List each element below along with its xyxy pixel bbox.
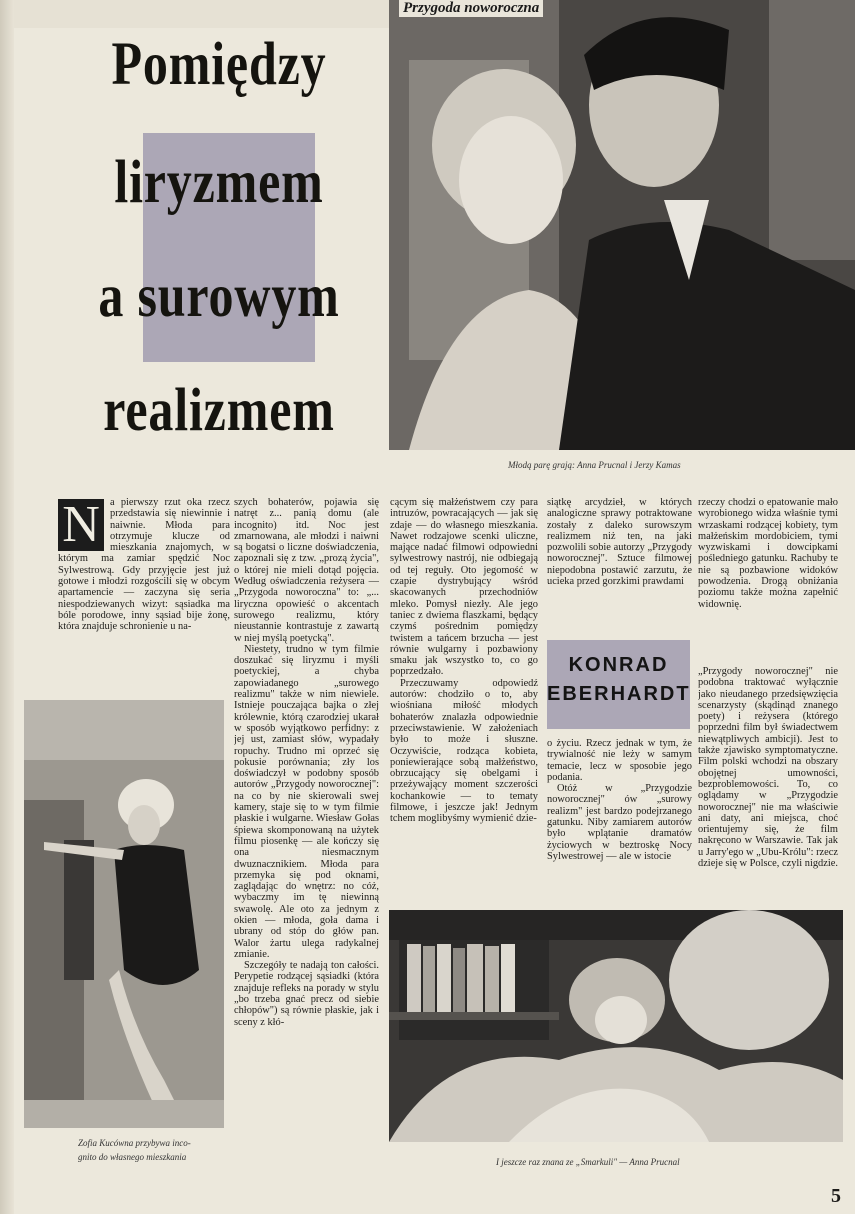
top-photo-caption: Młodą parę grają: Anna Prucnal i Jerzy Kamas: [508, 460, 681, 470]
title-line-2: liryzmem: [114, 149, 324, 216]
column-5-bottom: [698, 666, 838, 898]
page-number: 5: [831, 1185, 841, 1207]
top-band: [14, 0, 389, 28]
kicker: Przygoda noworoczna: [399, 0, 543, 17]
column-4-top: [547, 497, 692, 637]
author-last-name: EBERHARDT: [547, 683, 691, 705]
column-2-paragraph: Niestety, trudno w tym filmie doszukać się liryzmu i myśli poetyckiej, a chyba zapowiadanego „surowego realizmu" także w nim niewiele. Istnieje pouczająca bajka o złej królewnie, którą czarodziej ukarał w sposób wyjątkowo perfidny: z jej ust, zamiast słów, wypadały ropuchy. Trudno mi oprzeć się pokusie porównania; zły los doświadczył w podobny sposób autorów „Przygody noworocznej": na co by nie skierowali swej kamery, staje się to w tym filmie płaskie i wulgarne. Wiesław Gołas śpiewa skomponowaną na użytek filmu piosenkę — ale kończy się ona niesmacznym dwuznacznikiem. Młoda para przemyka się pod oknami, zaglądając do wnętrz: no cóż, wybaczmy im tę niewinną swawolę. Ale oto za jednym z okien — młoda, goła dama i ubrany od stóp do głów pan. Walor żartu ulega radykalnej zmianie.: [234, 643, 379, 960]
column-4-bottom-paragraph: Otóż w „Przygodzie noworocznej" ów „surowy realizm" jest bardzo podejrzanego gatunku. Niby zamiarem autorów było wplątanie dramatów życiowych w beztroskę Nocy Sylwestrowej — ale w istocie: [547, 783, 692, 862]
bottom-photo: [389, 910, 843, 1142]
column-3-paragraph: cącym się małżeństwem czy para intruzów, powracających — jak się zdaje — do własnego mieszkania. Nawet rodzajowe scenki uliczne, mające nadać filmowi odpowiedni sylwestrowy nastrój, nie odbiegają od tej reguły. Oto jegomość w czapie dystrybujący wśród skacowanych przechodniów mleko. Pomysł niezły. Ale jego taniec z dwiema flaszkami, będący czymś pośrednim pomiędzy twistem a tańcem brzucha — jest równie wulgarny i pozbawiony smaku jak wszystko to, co go poprzedzało.: [390, 497, 538, 678]
drop-cap: N: [58, 499, 104, 551]
bottom-photo-caption: I jeszcze raz znana ze „Smarkuli" — Anna Prucnal: [496, 1157, 680, 1167]
couple-photo-illustration: [389, 0, 855, 450]
column-5-bottom-paragraph: „Przygody noworocznej" nie podobna traktować wyłącznie jako nieudanego przedsięwzięcia scenarzysty (skądinąd znanego poety) i reżysera (którego poprzedni film był świadectwem niewątpliwych ambicji). Jest to także zjawisko symptomatyczne. Film polski wchodzi na obszary obojętnej umowności, bezproblemowości. To, co oglądamy w „Przygodzie noworocznej" nie ma właściwie ani daty, ani miejsca, choć orientujemy się, że film nakręcono w Warszawie. Tak jak u Jarry'ego w „Ubu-Królu": rzecz dzieje się w Polsce, czyli nigdzie.: [698, 666, 838, 870]
column-2: [234, 497, 379, 1162]
column-4-top-text: siątkę arcydzieł, w których analogiczne sprawy potraktowane zostały z daleko surowszym realizmem niż ten, na jaki pozwolili sobie autorzy „Przygody noworocznej". Sztuce filmowej niepodobna postawić zarzutu, że ucieka przed gorzkimi prawdami: [547, 497, 692, 588]
column-2-paragraph: szych bohaterów, pojawia się natręt z... panią domu (ale incognito) itd. Noc jest zmarnowana, ale młodzi i naiwni są bogatsi o liczne doświadczenia, zapoznali się z tzw. „prozą życia", o której nie mieli dotąd pojęcia. Według oświadczenia reżysera — „Przygoda noworoczna" to: „... liryczna opowieść o akcentach surowego realizmu, który nieustannie kontrastuje z zawartą w niej myślą poetycką".: [234, 497, 379, 644]
title-line-3: a surowym: [98, 263, 340, 330]
column-5-top-text: rzeczy chodzi o epatowanie mało wyrobionego widza właśnie tymi wrzaskami rodzącej kobiety, tym małżeńskim mordobiciem, tymi wyzwiskami i dowcipkami pośledniego gatunku. Rachuby te nie są pozbawione widoków powodzenia. Drogą obniżania poziomu także można zapełnić widownię.: [698, 497, 838, 610]
left-photo-caption-line-1: Zofia Kucówna przybywa inco-: [78, 1138, 191, 1148]
column-4-bottom: [547, 738, 692, 898]
title-line-4: realizmem: [103, 377, 335, 444]
left-photo: [24, 700, 224, 1128]
bookshelf-photo-illustration: [389, 910, 843, 1142]
column-4-bottom-paragraph: o życiu. Rzecz jednak w tym, że trywialność nie leży w samym temacie, lecz w sposobie jego podania.: [547, 738, 692, 783]
title-line-1: Pomiędzy: [111, 31, 327, 98]
woman-photo-illustration: [24, 700, 224, 1128]
top-photo: [389, 0, 855, 450]
author-first-name: KONRAD: [568, 654, 669, 676]
column-2-paragraph: Szczegóły te nadają ton całości. Perypetie rodzącej sąsiadki (która znajduje refleks na porady w stylu „bo trzeba gnać precz od siebie chłopów") są równie płaskie, jak i sceny z kłó-: [234, 960, 379, 1028]
left-photo-caption-line-2: gnito do własnego mieszkania: [78, 1152, 187, 1162]
author-box: [547, 640, 690, 729]
column-5-top: [698, 497, 838, 662]
column-3-paragraph: Przeczuwamy odpowiedź autorów: chodziło o to, aby wiośniana miłość młodych bohaterów znalazła odpowiednie przeciwstawienie. W założeniach było to może i słuszne. Oczywiście, rodząca kobieta, poniewierające sobą małżeństwo, obrzucający się obelgami i przeżywający moment szczerości kochankowie — to tematy filmowe, i jeszcze jak! Jednym tchem moglibyśmy wymienić dzie-: [390, 677, 538, 825]
column-1-text: a pierwszy rzut oka rzecz przedstawia się niewinnie i naiwnie. Młoda para otrzymuje klucze od mieszkania znajomych, w którym ma zamiar spędzić Noc Sylwestrową. Gdy przyjęcie jest już gotowe i młodzi rozgościli się w obcym apartamencie — zaczyna się seria niespodziewanych wizyt: sąsiadka ma bóle porodowe, inny sąsiad bije żonę, która znajduje schronienie u na-: [58, 497, 230, 633]
column-1: [58, 497, 230, 695]
page-edge: [0, 0, 14, 1214]
column-3: [390, 497, 538, 897]
